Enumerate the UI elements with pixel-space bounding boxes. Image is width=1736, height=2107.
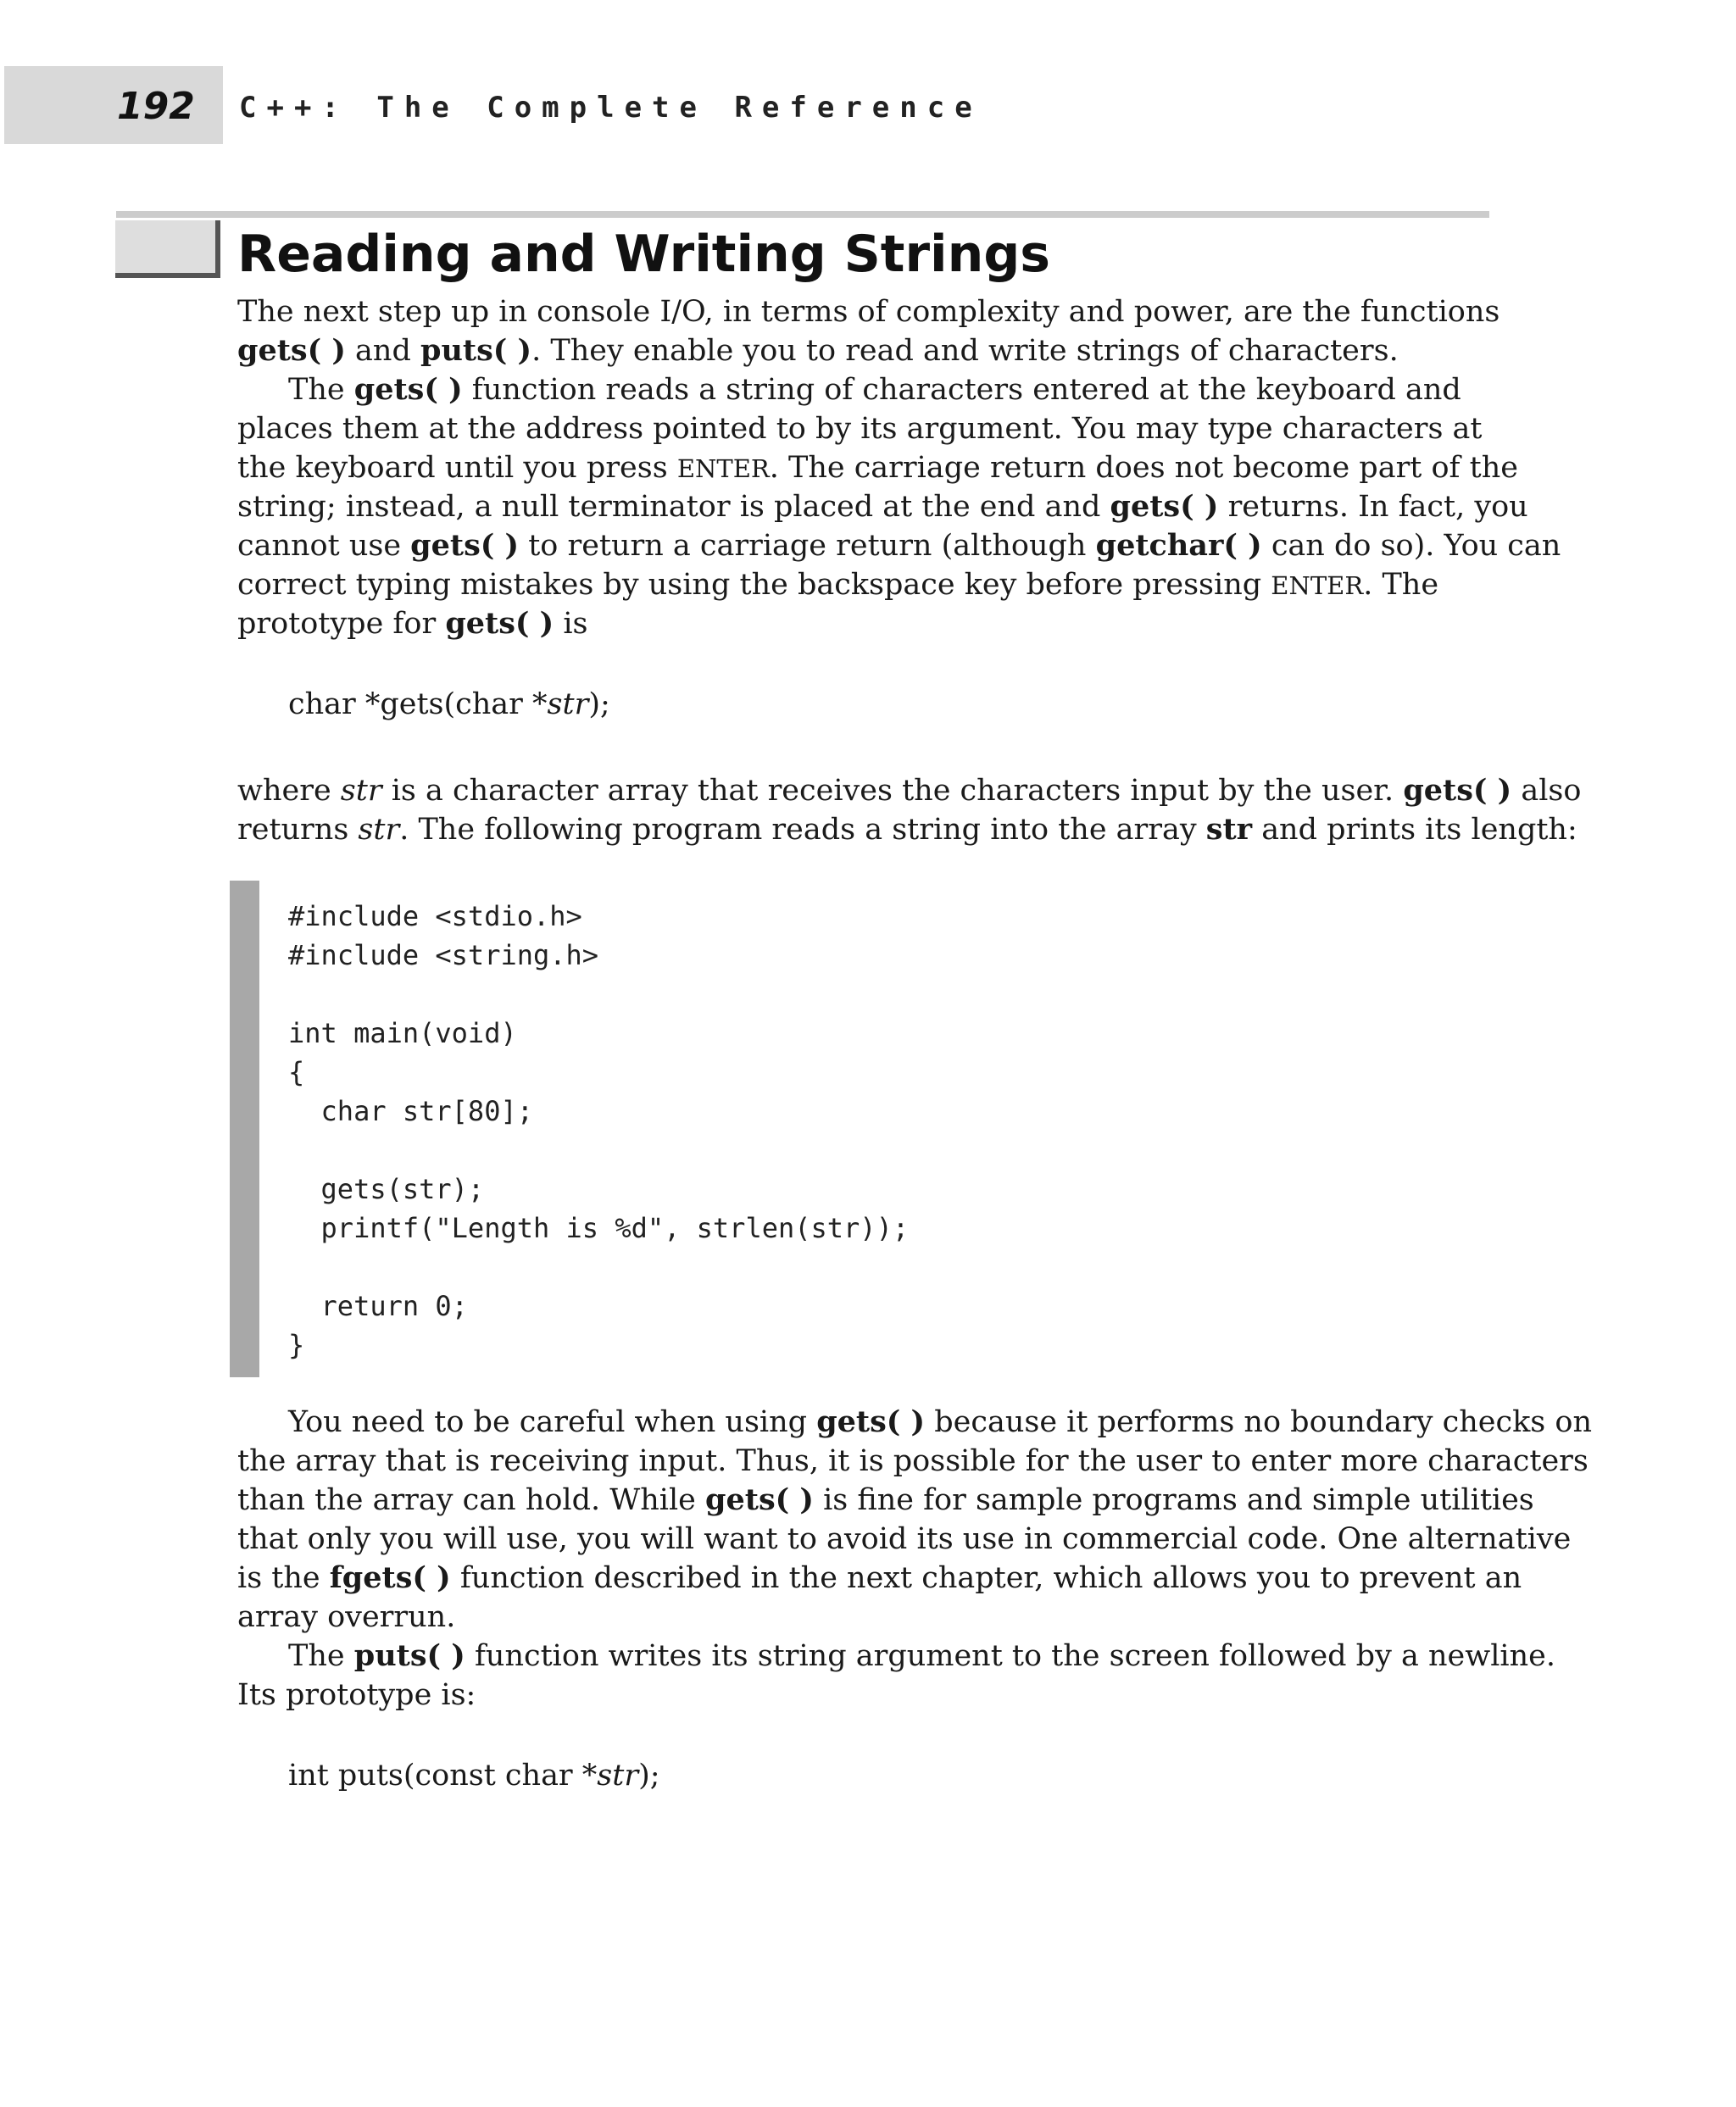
heading-rule [116,211,1489,218]
running-title: C++: The Complete Reference [239,91,982,125]
paragraph-gets-description: The gets( ) function reads a string of characters entered at the keyboard and places them at the address pointed to by its argument. You may type characters at the keyboard until you press ENTER. The carriage return does not become part of the string; instead, a null terminator is placed at the end and gets( ) returns. In fact, you cannot use gets( ) to return a carriage return (although getchar( ) can do so). You can correct typing mistakes by using the backspace key before pressing ENTER. The prototype for gets( ) is [237,372,1561,641]
heading-marker-box [115,220,220,278]
gets-prototype: char *gets(char *str); [288,687,610,721]
page-number: 192 [117,85,195,128]
code-listing-bar [230,881,259,1377]
paragraph-careful: You need to be careful when using gets( ) because it performs no boundary checks on the array that is receiving input. Thus, it is possible for the user to enter more characters than the array can hold. While gets( ) is fine for sample programs and simple utilities that only you will use, you will want to avoid its use in commercial code. One alternative is the fgets( ) function described in the next chapter, which allows you to prevent an array overrun. [237,1404,1592,1634]
puts-prototype: int puts(const char *str); [288,1759,660,1793]
paragraph-where-str: where str is a character array that receives the characters input by the user. gets( ) also returns str. The following program reads a string into the array str and prints its length: [237,773,1582,847]
paragraph-intro: The next step up in console I/O, in terms of complexity and power, are the functions gets( ) and puts( ). They enable you to read and write strings of characters. [237,295,1500,368]
paragraph-puts-description: The puts( ) function writes its string argument to the screen followed by a newline. Its prototype is: [237,1638,1555,1712]
code-listing: #include <stdio.h> #include <string.h> int main(void) { char str[80]; gets(str); printf("Length is %d", strlen(str)); return 0; } [288,900,910,1361]
section-heading: Reading and Writing Strings [237,225,1051,284]
